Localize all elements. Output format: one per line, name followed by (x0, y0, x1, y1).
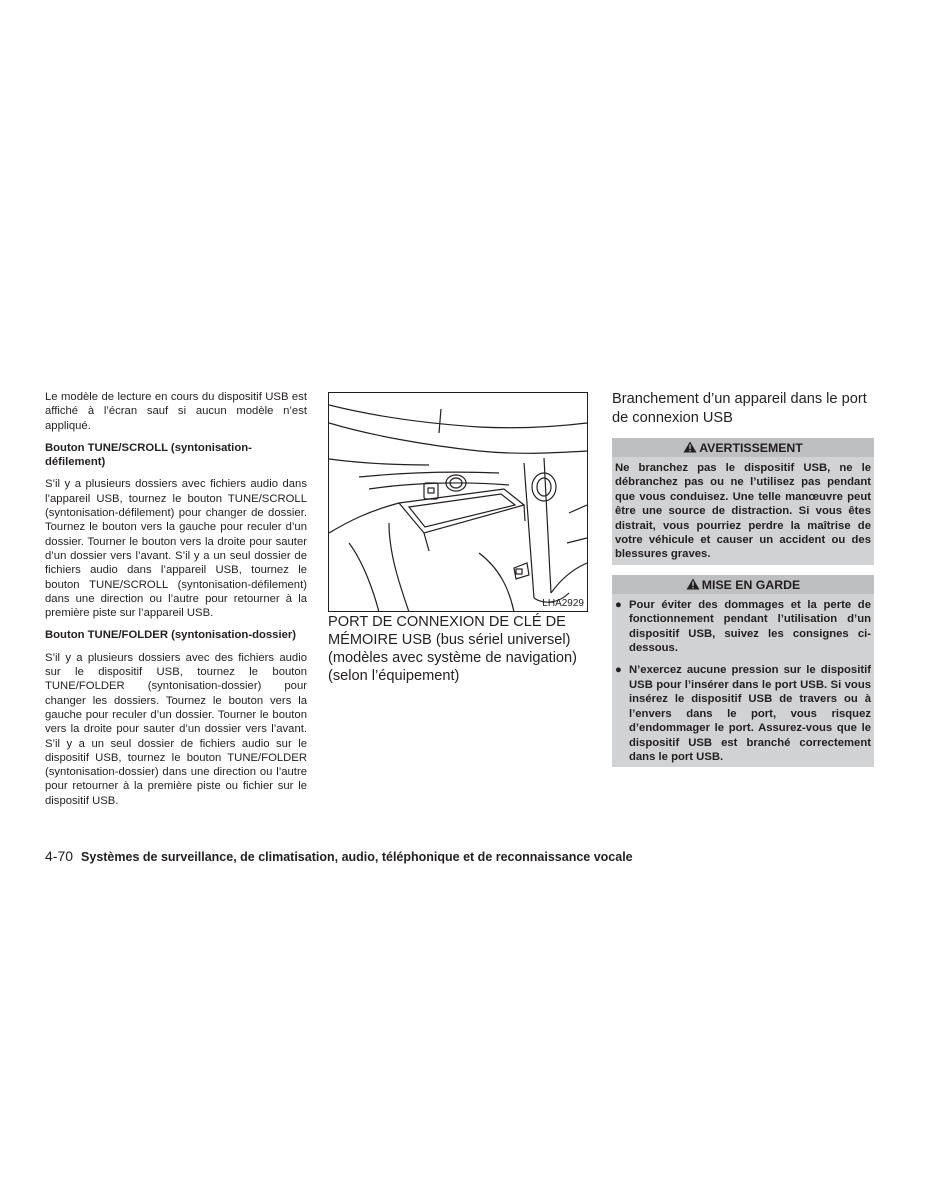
caption-line: PORT DE CONNEXION DE CLÉ DE (328, 614, 566, 630)
caution-label: MISE EN GARDE (701, 577, 801, 592)
page-number: 4-70 (45, 848, 74, 864)
list-item (615, 663, 871, 764)
caution-box (612, 575, 874, 767)
left-column (45, 390, 307, 816)
warning-triangle-icon (686, 578, 700, 590)
intro-paragraph: Le modèle de lecture en cours du dispositif USB est affiché à l’écran sauf si aucun modèle n’est appliqué. (45, 391, 307, 432)
usb-port-illustration (328, 392, 588, 612)
list-item (615, 598, 871, 656)
warning-label: AVERTISSEMENT (699, 441, 803, 455)
figure-code: LHA2929 (542, 598, 584, 609)
heading-tune-scroll: Bouton TUNE/SCROLL (syntonisation-défilement) (45, 441, 252, 469)
caution-bullet-text: N’exercez aucune pression sur le dispositif USB pour l’insérer dans le port USB. Si vous insérez le dispositif USB de travers ou à l’envers dans le port, vous risquez d’endommager le port. Assurez-vous que le dispositif USB est branché correctement dans le port USB. (629, 664, 871, 763)
caption-line: (modèles avec système de navigation) (328, 650, 578, 666)
page-footer (45, 848, 633, 864)
caution-header (612, 575, 874, 594)
caution-bullet-text: Pour éviter des dommages et la perte de fonctionnement pendant l’utilisation d’un dispositif USB, suivez les consignes ci-dessous. (629, 598, 871, 655)
heading-tune-folder: Bouton TUNE/FOLDER (syntonisation-dossier) (45, 629, 297, 642)
bullet-icon: ● (615, 664, 622, 677)
right-column (612, 390, 874, 767)
warning-text: Ne branchez pas le dispositif USB, ne le débranchez pas ou ne l’utilisez pas pendant que vous conduisez. Une telle manœuvre peut être une source de distraction. Si vous êtes distrait, vous pourriez perdre la maîtrise de votre véhicule et causer un accident ou des blessures graves. (615, 462, 871, 561)
tune-folder-paragraph: S’il y a plusieurs dossiers avec des fichiers audio sur le dispositif USB, tournez le bouton TUNE/FOLDER (syntonisation-dossier) pour changer les dossiers. Tournez le bouton vers la gauche pour reculer d’un dossier. Tourner le bouton vers la droite pour sauter d’un dossier vers l’avant. S’il y a un seul dossier de fichiers audio sur le dispositif USB, tournez le bouton TUNE/FOLDER (syntonisation-dossier) dans une direction ou l’autre pour retourner à la première piste ou fichier sur le dispositif USB. (45, 651, 307, 807)
tune-scroll-paragraph: S’il y a plusieurs dossiers avec fichiers audio dans l’appareil USB, tournez le bouton TUNE/SCROLL (syntonisation-défilement) pour changer de dossier. Tournez le bouton vers la gauche pour reculer d’un dossier. Tourner le bouton vers la droite pour sauter d’un dossier vers l’avant. S’il y a un seul dossier de fichiers audio dans l’appareil USB, tournez le bouton TUNE/SCROLL (syntonisation-défilement) dans une direction ou l’autre pour retourner à la première piste sur l’appareil USB. (45, 478, 307, 620)
caption-line: (selon l’équipement) (328, 668, 460, 684)
caution-body (612, 594, 874, 767)
console-line-drawing (329, 393, 588, 612)
caption-line: MÉMOIRE USB (bus sériel universel) (328, 632, 571, 648)
warning-box (612, 438, 874, 565)
section-title: Branchement d’un appareil dans le port de connexion USB (612, 391, 867, 426)
bullet-icon: ● (615, 598, 622, 611)
figure-caption (328, 613, 593, 685)
chapter-title: Systèmes de surveillance, de climatisation, audio, téléphonique et de reconnaissance vocale (81, 850, 633, 864)
warning-triangle-icon (683, 441, 697, 453)
warning-header (612, 438, 874, 457)
